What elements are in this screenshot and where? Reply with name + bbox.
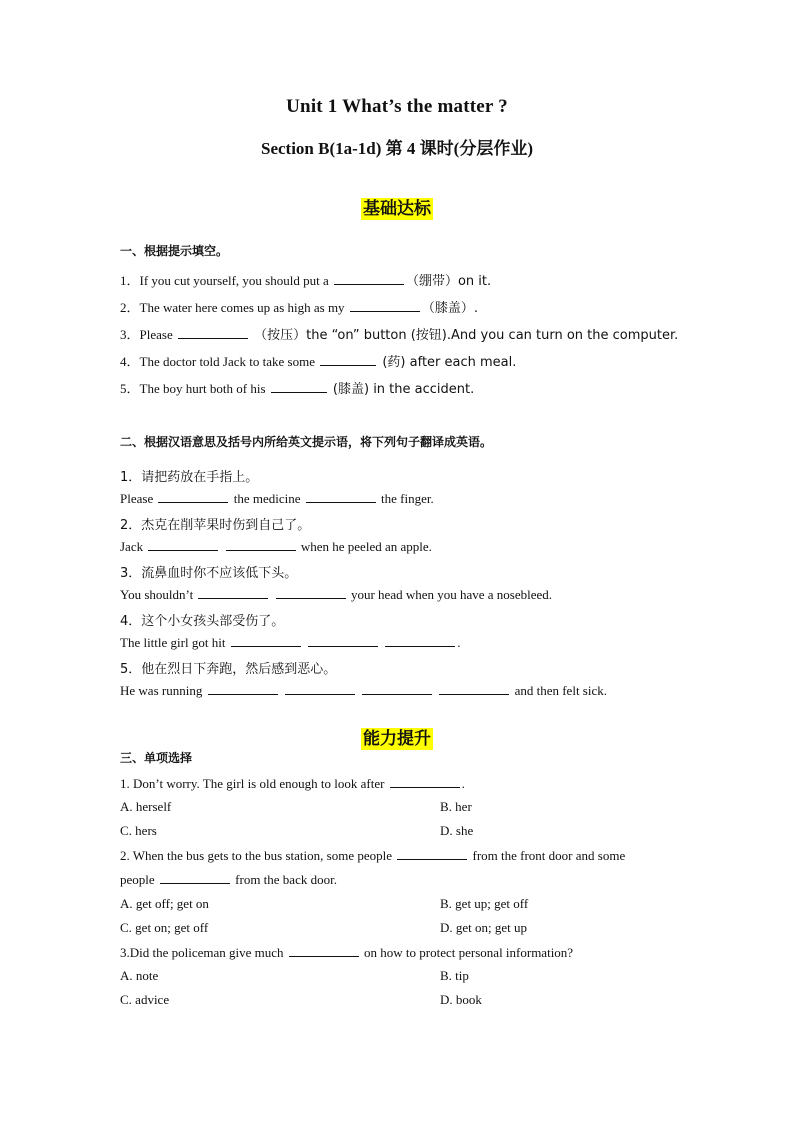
- answer-blank[interactable]: [320, 353, 376, 366]
- answer-blank[interactable]: [439, 682, 509, 695]
- answer-blank[interactable]: [350, 299, 420, 312]
- part1-heading: 一、根据提示填空。: [120, 244, 229, 258]
- answer-blank[interactable]: [160, 871, 230, 884]
- option-c[interactable]: C. hers: [120, 823, 157, 838]
- answer-blank[interactable]: [390, 775, 460, 788]
- part2-q1-english: Please the medicine the finger.: [120, 491, 434, 506]
- answer-blank[interactable]: [271, 380, 327, 393]
- answer-blank[interactable]: [208, 682, 278, 695]
- part2-q2-english: Jack when he peeled an apple.: [120, 539, 432, 554]
- option-c[interactable]: C. get on; get off: [120, 920, 209, 935]
- part3-q1-stem: 1. Don’t worry. The girl is old enough to look after .: [120, 776, 465, 791]
- part2-q3-chinese: 3．流鼻血时你不应该低下头。: [120, 566, 298, 581]
- option-a[interactable]: A. get off; get on: [120, 896, 209, 911]
- part2-q2-chinese: 2．杰克在削苹果时伤到自己了。: [120, 518, 311, 533]
- level-basic-banner: [0, 194, 794, 219]
- part2-q5-chinese: 5．他在烈日下奔跑，然后感到恶心。: [120, 662, 337, 677]
- answer-blank[interactable]: [308, 634, 378, 647]
- part3-heading: 三、单项选择: [120, 751, 193, 765]
- answer-blank[interactable]: [306, 490, 376, 503]
- answer-blank[interactable]: [334, 272, 404, 285]
- answer-blank[interactable]: [226, 538, 296, 551]
- option-a[interactable]: A. note: [120, 968, 159, 983]
- answer-blank[interactable]: [285, 682, 355, 695]
- answer-blank[interactable]: [178, 326, 248, 339]
- answer-blank[interactable]: [198, 586, 268, 599]
- part3-q2-stem-cont: people from the back door.: [120, 872, 337, 887]
- level-basic-label: 基础达标: [363, 199, 431, 219]
- option-c[interactable]: C. advice: [120, 992, 170, 1007]
- answer-blank[interactable]: [148, 538, 218, 551]
- answer-blank[interactable]: [397, 847, 467, 860]
- option-b[interactable]: B. her: [440, 799, 472, 814]
- answer-blank[interactable]: [362, 682, 432, 695]
- part3-q3-stem: 3.Did the policeman give much on how to protect personal information?: [120, 945, 574, 960]
- part2-heading: 二、根据汉语意思及括号内所给英文提示语，将下列句子翻译成英语。: [120, 435, 493, 449]
- part2-q3-english: You shouldn’t your head when you have a nosebleed.: [120, 587, 553, 602]
- part1-q2: 2．The water here comes up as high as my （膝盖）.: [120, 300, 478, 316]
- part1-q5: 5．The boy hurt both of his (膝盖) in the accident.: [120, 381, 475, 397]
- part2-q1-chinese: 1．请把药放在手指上。: [120, 470, 259, 485]
- part1-q1: 1．If you cut yourself, you should put a （绷带）on it.: [120, 273, 492, 289]
- page-subtitle: Section B(1a-1d) 第 4 课时(分层作业): [261, 139, 533, 158]
- part3-q2-stem: 2. When the bus gets to the bus station, some people from the front door and some: [120, 848, 626, 863]
- option-a[interactable]: A. herself: [120, 799, 172, 814]
- option-b[interactable]: B. get up; get off: [440, 896, 529, 911]
- level-advanced-label: 能力提升: [363, 729, 431, 749]
- option-d[interactable]: D. get on; get up: [440, 920, 528, 935]
- part1-q4: 4．The doctor told Jack to take some (药) after each meal.: [120, 354, 517, 370]
- answer-blank[interactable]: [158, 490, 228, 503]
- option-d[interactable]: D. book: [440, 992, 482, 1007]
- option-b[interactable]: B. tip: [440, 968, 469, 983]
- answer-blank[interactable]: [231, 634, 301, 647]
- answer-blank[interactable]: [289, 944, 359, 957]
- option-d[interactable]: D. she: [440, 823, 474, 838]
- page-title: Unit 1 What’s the matter ?: [286, 96, 508, 117]
- part1-q3: 3．Please （按压）the “on” button (按钮).And you can turn on the computer.: [120, 327, 679, 343]
- part2-q4-english: The little girl got hit .: [120, 635, 461, 650]
- part2-q4-chinese: 4．这个小女孩头部受伤了。: [120, 614, 285, 629]
- level-advanced-banner: [0, 724, 794, 749]
- answer-blank[interactable]: [385, 634, 455, 647]
- answer-blank[interactable]: [276, 586, 346, 599]
- part2-q5-english: He was running and then felt sick.: [120, 683, 607, 698]
